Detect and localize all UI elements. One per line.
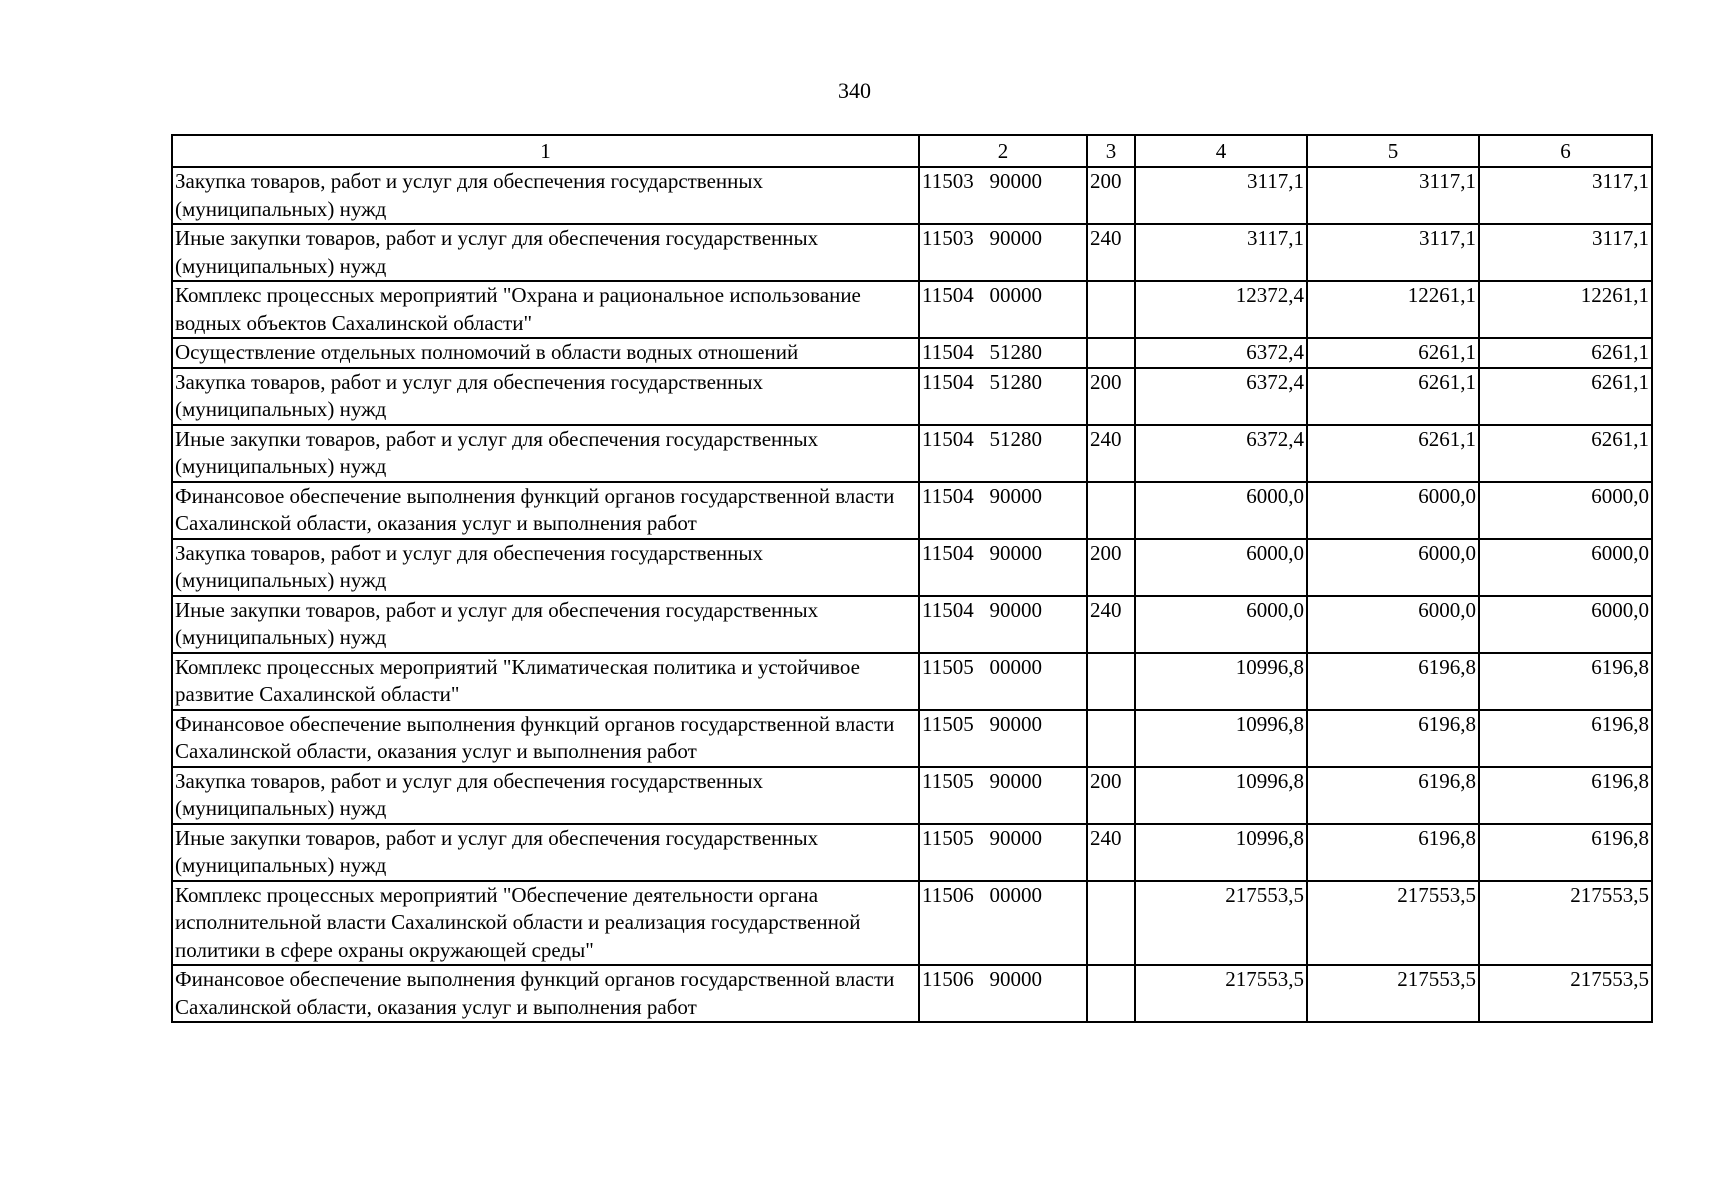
row-value-col4-cell: 6372,4 [1135, 338, 1307, 368]
row-value-col4-cell: 10996,8 [1135, 710, 1307, 767]
column-header-4: 4 [1135, 135, 1307, 167]
row-value-col6-cell: 6000,0 [1479, 596, 1652, 653]
table-row [172, 224, 1652, 281]
column-header-6: 6 [1479, 135, 1652, 167]
row-code-cell: 11505 90000 [919, 824, 1087, 881]
row-code-cell: 11504 51280 [919, 368, 1087, 425]
row-code-cell: 11505 00000 [919, 653, 1087, 710]
row-expense-type-cell: 240 [1087, 224, 1135, 281]
row-name-cell: Закупка товаров, работ и услуг для обеспечения государственных (муниципальных) нужд [172, 767, 919, 824]
row-expense-type-cell [1087, 881, 1135, 966]
row-value-col4-cell: 217553,5 [1135, 881, 1307, 966]
row-value-col6-cell: 6196,8 [1479, 767, 1652, 824]
row-expense-type-cell: 240 [1087, 596, 1135, 653]
row-value-col4-cell: 6372,4 [1135, 425, 1307, 482]
table-row [172, 281, 1652, 338]
table-row [172, 965, 1652, 1022]
row-value-col4-cell: 10996,8 [1135, 653, 1307, 710]
row-name-cell: Комплекс процессных мероприятий "Охрана и рациональное использование водных объектов Сахалинской области" [172, 281, 919, 338]
table-row [172, 539, 1652, 596]
row-expense-type-cell [1087, 482, 1135, 539]
row-name-cell: Закупка товаров, работ и услуг для обеспечения государственных (муниципальных) нужд [172, 539, 919, 596]
table-row [172, 338, 1652, 368]
row-value-col6-cell: 6196,8 [1479, 710, 1652, 767]
column-header-2: 2 [919, 135, 1087, 167]
row-value-col6-cell: 6261,1 [1479, 368, 1652, 425]
column-header-3: 3 [1087, 135, 1135, 167]
row-value-col6-cell: 3117,1 [1479, 167, 1652, 224]
row-value-col5-cell: 6261,1 [1307, 338, 1479, 368]
row-code-cell: 11504 00000 [919, 281, 1087, 338]
row-value-col5-cell: 12261,1 [1307, 281, 1479, 338]
table-row [172, 167, 1652, 224]
row-value-col5-cell: 6196,8 [1307, 710, 1479, 767]
row-expense-type-cell [1087, 653, 1135, 710]
row-expense-type-cell [1087, 281, 1135, 338]
table-row [172, 881, 1652, 966]
row-name-cell: Иные закупки товаров, работ и услуг для обеспечения государственных (муниципальных) нужд [172, 425, 919, 482]
row-expense-type-cell [1087, 965, 1135, 1022]
row-value-col5-cell: 6000,0 [1307, 539, 1479, 596]
row-code-cell: 11504 51280 [919, 338, 1087, 368]
row-value-col6-cell: 217553,5 [1479, 881, 1652, 966]
row-name-cell: Осуществление отдельных полномочий в области водных отношений [172, 338, 919, 368]
row-code-cell: 11504 90000 [919, 596, 1087, 653]
table-row [172, 824, 1652, 881]
row-name-cell: Закупка товаров, работ и услуг для обеспечения государственных (муниципальных) нужд [172, 167, 919, 224]
row-name-cell: Закупка товаров, работ и услуг для обеспечения государственных (муниципальных) нужд [172, 368, 919, 425]
row-value-col6-cell: 6000,0 [1479, 482, 1652, 539]
row-value-col4-cell: 6372,4 [1135, 368, 1307, 425]
row-value-col6-cell: 217553,5 [1479, 965, 1652, 1022]
row-value-col4-cell: 3117,1 [1135, 167, 1307, 224]
row-value-col6-cell: 12261,1 [1479, 281, 1652, 338]
row-value-col6-cell: 6196,8 [1479, 824, 1652, 881]
row-name-cell: Финансовое обеспечение выполнения функций органов государственной власти Сахалинской области, оказания услуг и выполнения работ [172, 482, 919, 539]
row-expense-type-cell: 240 [1087, 425, 1135, 482]
row-value-col4-cell: 10996,8 [1135, 767, 1307, 824]
row-value-col5-cell: 217553,5 [1307, 881, 1479, 966]
row-value-col6-cell: 3117,1 [1479, 224, 1652, 281]
table-row [172, 596, 1652, 653]
row-name-cell: Финансовое обеспечение выполнения функций органов государственной власти Сахалинской области, оказания услуг и выполнения работ [172, 965, 919, 1022]
row-value-col4-cell: 6000,0 [1135, 539, 1307, 596]
row-code-cell: 11504 90000 [919, 539, 1087, 596]
row-expense-type-cell: 200 [1087, 368, 1135, 425]
column-header-5: 5 [1307, 135, 1479, 167]
table-row [172, 368, 1652, 425]
row-value-col5-cell: 6000,0 [1307, 596, 1479, 653]
header-row [172, 135, 1652, 167]
row-value-col4-cell: 3117,1 [1135, 224, 1307, 281]
row-value-col5-cell: 6261,1 [1307, 425, 1479, 482]
row-name-cell: Комплекс процессных мероприятий "Климатическая политика и устойчивое развитие Сахалинской области" [172, 653, 919, 710]
table-row [172, 482, 1652, 539]
row-value-col5-cell: 6000,0 [1307, 482, 1479, 539]
row-value-col4-cell: 6000,0 [1135, 482, 1307, 539]
row-code-cell: 11506 90000 [919, 965, 1087, 1022]
row-code-cell: 11503 90000 [919, 224, 1087, 281]
row-value-col6-cell: 6000,0 [1479, 539, 1652, 596]
row-value-col4-cell: 10996,8 [1135, 824, 1307, 881]
row-value-col5-cell: 6196,8 [1307, 767, 1479, 824]
row-code-cell: 11505 90000 [919, 710, 1087, 767]
row-code-cell: 11504 51280 [919, 425, 1087, 482]
row-value-col4-cell: 6000,0 [1135, 596, 1307, 653]
row-expense-type-cell [1087, 338, 1135, 368]
budget-table [171, 134, 1653, 1023]
row-value-col5-cell: 217553,5 [1307, 965, 1479, 1022]
row-code-cell: 11503 90000 [919, 167, 1087, 224]
row-value-col4-cell: 12372,4 [1135, 281, 1307, 338]
row-expense-type-cell [1087, 710, 1135, 767]
row-value-col5-cell: 3117,1 [1307, 167, 1479, 224]
table-row [172, 425, 1652, 482]
row-expense-type-cell: 200 [1087, 167, 1135, 224]
row-name-cell: Финансовое обеспечение выполнения функций органов государственной власти Сахалинской области, оказания услуг и выполнения работ [172, 710, 919, 767]
row-name-cell: Иные закупки товаров, работ и услуг для обеспечения государственных (муниципальных) нужд [172, 596, 919, 653]
row-value-col5-cell: 6261,1 [1307, 368, 1479, 425]
row-value-col5-cell: 6196,8 [1307, 824, 1479, 881]
table-row [172, 653, 1652, 710]
row-value-col4-cell: 217553,5 [1135, 965, 1307, 1022]
row-code-cell: 11506 00000 [919, 881, 1087, 966]
row-code-cell: 11504 90000 [919, 482, 1087, 539]
row-name-cell: Комплекс процессных мероприятий "Обеспечение деятельности органа исполнительной власти Сахалинской области и реализация государственной политики в сфере охраны окружающей среды" [172, 881, 919, 966]
row-name-cell: Иные закупки товаров, работ и услуг для обеспечения государственных (муниципальных) нужд [172, 824, 919, 881]
table-row [172, 767, 1652, 824]
page-number: 340 [838, 78, 871, 103]
row-code-cell: 11505 90000 [919, 767, 1087, 824]
row-value-col6-cell: 6196,8 [1479, 653, 1652, 710]
row-value-col5-cell: 6196,8 [1307, 653, 1479, 710]
row-expense-type-cell: 200 [1087, 539, 1135, 596]
row-value-col6-cell: 6261,1 [1479, 338, 1652, 368]
row-value-col5-cell: 3117,1 [1307, 224, 1479, 281]
row-expense-type-cell: 240 [1087, 824, 1135, 881]
column-header-1: 1 [172, 135, 919, 167]
row-expense-type-cell: 200 [1087, 767, 1135, 824]
table-row [172, 710, 1652, 767]
row-name-cell: Иные закупки товаров, работ и услуг для обеспечения государственных (муниципальных) нужд [172, 224, 919, 281]
row-value-col6-cell: 6261,1 [1479, 425, 1652, 482]
